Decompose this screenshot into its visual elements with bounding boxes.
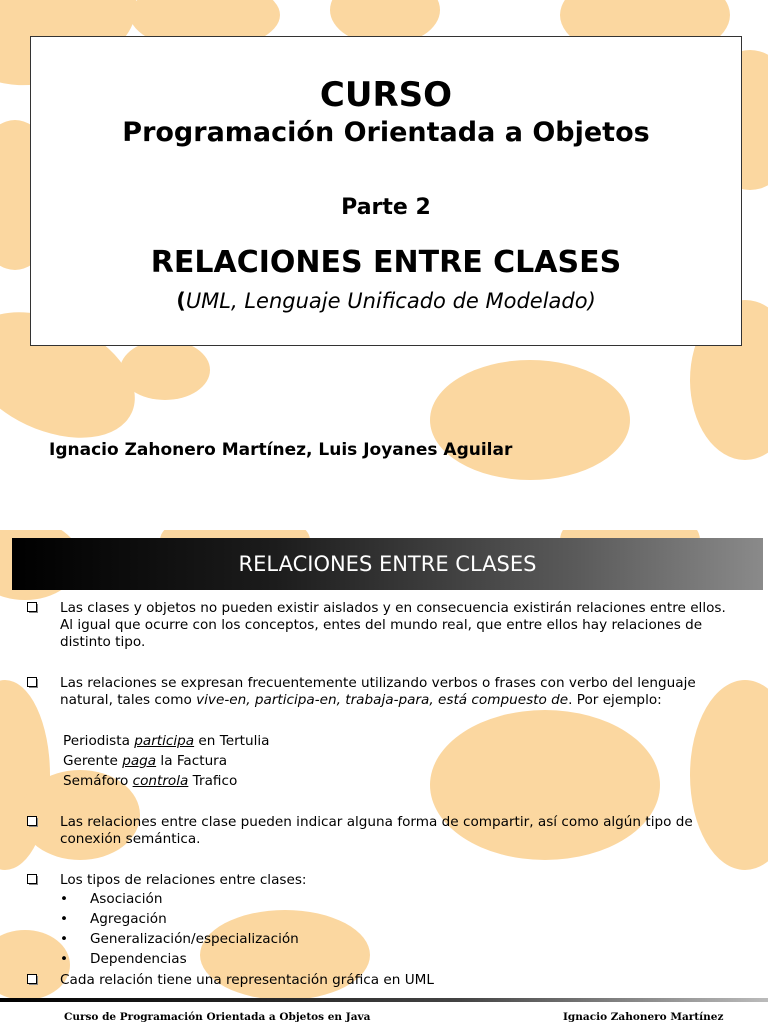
text-line: Las clases y objetos no pueden existir aislados y en consecuencia existirán relaciones entre ellos.	[60, 600, 726, 616]
example-line	[63, 773, 237, 790]
example-subject: Periodista	[63, 733, 135, 749]
relation-type: Agregación	[90, 911, 167, 927]
title-box	[30, 36, 742, 346]
example-subject: Gerente	[63, 753, 123, 769]
topic-title: RELACIONES ENTRE CLASES	[150, 245, 622, 280]
example-verb: participa	[134, 733, 195, 749]
paragraph-uml: Cada relación tiene una representación gráfica en UML	[60, 972, 434, 988]
part-label: Parte 2	[341, 195, 431, 220]
bullet-dot-icon: •	[60, 931, 69, 947]
paragraph-verbs	[60, 675, 750, 709]
bullet-dot-icon: •	[60, 911, 69, 927]
example-line	[63, 733, 270, 750]
relation-type: Dependencias	[90, 951, 187, 967]
checkbox-bullet-icon	[26, 676, 38, 688]
checkbox-bullet-icon	[26, 973, 38, 985]
checkbox-bullet-icon	[26, 601, 38, 613]
example-line	[63, 753, 227, 770]
footer-author: Ignacio Zahonero Martínez	[563, 1011, 724, 1023]
paragraph-semantic	[60, 814, 750, 848]
text-span: . Por ejemplo:	[568, 692, 662, 708]
bullet-dot-icon: •	[60, 951, 69, 967]
text-line	[60, 692, 750, 709]
course-heading: CURSO	[319, 75, 453, 115]
subtitle-text: UML, Lenguaje Unificado de Modelado)	[185, 289, 596, 313]
list-item	[60, 931, 299, 948]
list-item	[60, 891, 162, 908]
example-object: la Factura	[156, 753, 228, 769]
topic-subtitle	[31, 289, 741, 313]
paragraph-classes-relations	[60, 600, 750, 651]
authors: Ignacio Zahonero Martínez, Luis Joyanes Aguilar	[49, 440, 513, 460]
text-line: Las relaciones entre clase pueden indicar alguna forma de compartir, así como algún tipo de	[60, 814, 693, 830]
subtitle-paren: (	[176, 289, 186, 313]
example-verb: paga	[122, 753, 157, 769]
relation-type: Generalización/especialización	[90, 931, 299, 947]
bullet-dot-icon: •	[60, 891, 69, 907]
paragraph-relation-types: Los tipos de relaciones entre clases:	[60, 872, 307, 888]
list-item	[60, 951, 187, 968]
text-line: distinto tipo.	[60, 634, 146, 650]
example-verb: controla	[132, 773, 189, 789]
content-slide	[0, 530, 768, 1024]
relation-type: Asociación	[90, 891, 163, 907]
list-item	[60, 911, 167, 928]
text-line: conexión semántica.	[60, 831, 201, 847]
footer-course: Curso de Programación Orientada a Objetos en Java	[64, 1011, 371, 1023]
course-name: Programación Orientada a Objetos	[122, 117, 650, 148]
background-blob	[430, 360, 630, 480]
text-span: natural, tales como	[60, 692, 197, 708]
checkbox-bullet-icon	[26, 873, 38, 885]
example-object: en Tertulia	[194, 733, 270, 749]
example-subject: Semáforo	[63, 773, 133, 789]
text-line: Las relaciones se expresan frecuentemente utilizando verbos o frases con verbo del lenguaje	[60, 675, 696, 691]
background-blob	[120, 340, 210, 400]
slide-header: RELACIONES ENTRE CLASES	[12, 538, 763, 590]
footer-divider	[0, 998, 768, 1002]
text-line: Al igual que ocurre con los conceptos, entes del mundo real, que entre ellos hay relaciones de	[60, 617, 703, 633]
example-object: Trafico	[188, 773, 238, 789]
italic-verb-list: vive-en, participa-en, trabaja-para, está compuesto de	[196, 692, 569, 708]
checkbox-bullet-icon	[26, 815, 38, 827]
